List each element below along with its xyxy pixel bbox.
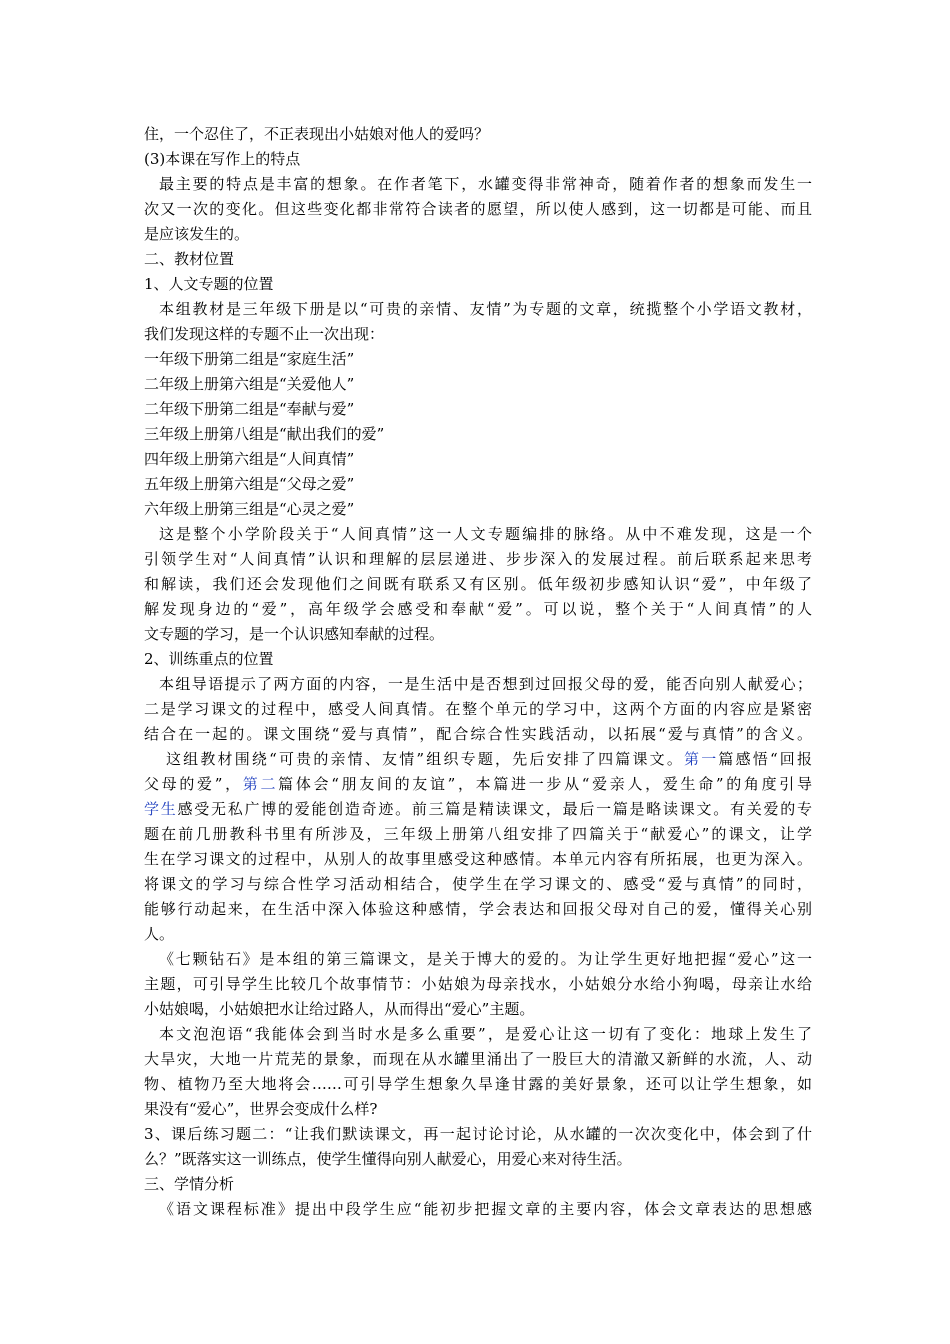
link-student[interactable]: 学生 <box>144 800 178 818</box>
text-line: 小姑娘喝，小姑娘把水让给过路人，从而得出“爱心”主题。 <box>144 1000 535 1018</box>
text-line: 和解读，我们还会发现他们之间既有联系又有区别。低年级初步感知认识“爱”，中年级了 <box>144 575 812 593</box>
text-line: 引领学生对“人间真情”认识和理解的层层递进、步步深入的发展过程。前后联系起来思考 <box>144 550 812 568</box>
section-heading: 二、教材位置 <box>144 250 235 268</box>
text-line: 将课文的学习与综合性学习活动相结合，使学生在学习课文的、感受“爱与真情”的同时， <box>144 875 812 893</box>
list-item: 五年级上册第六组是“父母之爱” <box>144 475 355 493</box>
text-line: 本组教材是三年级下册是以“可贵的亲情、友情”为专题的文章，统揽整个小学语文教材， <box>159 300 812 318</box>
text-line: 人。 <box>144 925 175 943</box>
text-line: 生在学习课文的过程中，从别人的故事里感受这种感情。本单元内容有所拓展，也更为深入。 <box>144 850 812 868</box>
text-line: 住，一个忍住了，不正表现出小姑娘对他人的爱吗？ <box>144 125 490 143</box>
text-segment: 篇感悟“回报 <box>718 750 812 768</box>
text-segment: 父母的爱”， <box>144 775 243 793</box>
text-line: 《七颗钻石》是本组的第三篇课文，是关于博大的爱的。为让学生更好地把握“爱心”这一 <box>159 950 812 968</box>
text-line: 文专题的学习，是一个认识感知奉献的过程。 <box>144 625 445 643</box>
list-item: 二年级上册第六组是“关爱他人” <box>144 375 355 393</box>
text-segment: 感受无私广博的爱能创造奇迹。前三篇是精读课文，最后一篇是略读课文。有关爱的专 <box>177 800 812 818</box>
list-item: 一年级下册第二组是“家庭生活” <box>144 350 355 368</box>
text-line: 果没有“爱心”，世界会变成什么样? <box>144 1100 378 1118</box>
text-line: 主题，可引导学生比较几个故事情节：小姑娘为母亲找水，小姑娘分水给小狗喝，母亲让水给 <box>144 975 812 993</box>
list-item: 六年级上册第三组是“心灵之爱” <box>144 500 355 518</box>
text-line: 次又一次的变化。但这些变化都非常符合读者的愿望，所以使人感到，这一切都是可能、而且 <box>144 200 812 218</box>
section-heading: 2、训练重点的位置 <box>144 650 274 668</box>
text-line: 物、植物乃至大地将会……可引导学生想象久旱逢甘露的美好景象，还可以让学生想象，如 <box>144 1075 812 1093</box>
text-line: 二是学习课文的过程中，感受人间真情。在整个单元的学习中，这两个方面的内容应是紧密 <box>144 700 812 718</box>
text-line <box>144 797 812 822</box>
text-line <box>144 747 812 772</box>
section-heading: 1、人文专题的位置 <box>144 275 274 293</box>
text-segment: 这组教材围绕“可贵的亲情、友情”组织专题，先后安排了四篇课文。 <box>166 750 685 768</box>
list-item: 三年级上册第八组是“献出我们的爱” <box>144 425 385 443</box>
text-line: 《语文课程标准》提出中段学生应“能初步把握文章的主要内容，体会文章表达的思想感 <box>159 1200 812 1218</box>
list-item: 二年级下册第二组是“奉献与爱” <box>144 400 355 418</box>
list-item: 四年级上册第六组是“人间真情” <box>144 450 355 468</box>
link-first[interactable]: 第一 <box>684 750 719 768</box>
text-line: 结合在一起的。课文围绕“爱与真情”，配合综合性实践活动，以拓展“爱与真情”的含义。 <box>144 725 812 743</box>
text-line: 是应该发生的。 <box>144 225 250 243</box>
text-line: 3、课后练习题二：“让我们默读课文，再一起讨论讨论，从水罐的一次次变化中，体会到了什 <box>144 1125 812 1143</box>
text-line: 本文泡泡语“我能体会到当时水是多么重要”，是爱心让这一切有了变化：地球上发生了 <box>159 1025 812 1043</box>
document-page <box>144 122 812 1222</box>
section-heading: 三、学情分析 <box>144 1175 235 1193</box>
text-line: 本组导语提示了两方面的内容，一是生活中是否想到过回报父母的爱，能否向别人献爱心； <box>159 675 812 693</box>
text-line: 我们发现这样的专题不止一次出现： <box>144 325 385 343</box>
text-line: 这是整个小学阶段关于“人间真情”这一人文专题编排的脉络。从中不难发现，这是一个 <box>159 525 812 543</box>
section-heading: (3)本课在写作上的特点 <box>144 150 301 168</box>
text-line: 题在前几册教科书里有所涉及，三年级上册第八组安排了四篇关于“献爱心”的课文，让学 <box>144 825 812 843</box>
text-line <box>144 772 812 797</box>
text-line: 大旱灾，大地一片荒芜的景象，而现在从水罐里涌出了一股巨大的清澈又新鲜的水流，人、动 <box>144 1050 812 1068</box>
text-line: 么？”既落实这一训练点，使学生懂得向别人献爱心，用爱心来对待生活。 <box>144 1150 632 1168</box>
text-line: 最主要的特点是丰富的想象。在作者笔下，水罐变得非常神奇，随着作者的想象而发生一 <box>159 175 812 193</box>
text-line: 解发现身边的“爱”，高年级学会感受和奉献“爱”。可以说，整个关于“人间真情”的人 <box>144 600 812 618</box>
text-segment: 篇体会“朋友间的友谊”，本篇进一步从“爱亲人，爱生命”的角度引导 <box>278 775 812 793</box>
text-line: 能够行动起来，在生活中深入体验这种感情，学会表达和回报父母对自己的爱，懂得关心别 <box>144 900 812 918</box>
link-second[interactable]: 第二 <box>242 775 279 793</box>
